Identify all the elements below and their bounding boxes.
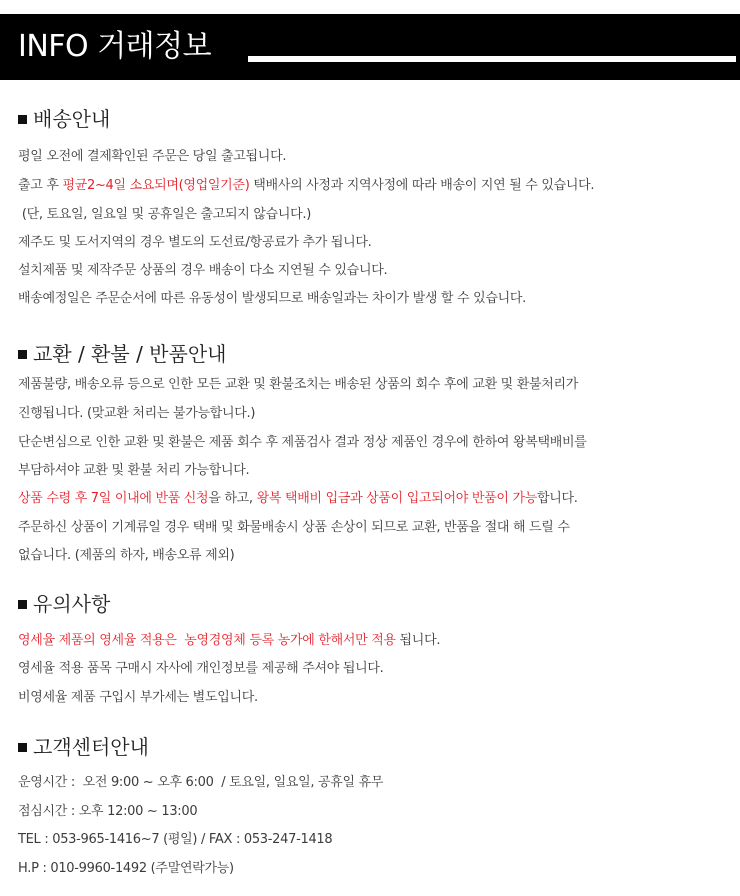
text-segment: 단순변심으로 인한 교환 및 환불은 제품 회수 후 제품검사 결과 정상 제품인 경우에 한하여 왕복택배비를 xyxy=(18,435,587,450)
text-segment: 제주도 및 도서지역의 경우 별도의 도선료/항공료가 추가 됩니다. xyxy=(18,235,372,250)
section-heading xyxy=(18,103,110,132)
text-segment: H.P : 010-9960-1492 (주말연락가능) xyxy=(18,861,234,876)
info-line xyxy=(18,828,332,847)
text-segment: 없습니다. (제품의 하자, 배송오류 제외) xyxy=(18,548,235,563)
highlight-text: 상품 수령 후 7일 이내에 반품 신청 xyxy=(18,491,209,506)
info-line xyxy=(18,487,578,506)
text-segment: 출고 후 xyxy=(18,178,63,193)
text-segment: 운영시간 : 오전 9:00 ~ 오후 6:00 / 토요일, 일요일, 공휴일 휴무 xyxy=(18,775,384,790)
info-line xyxy=(18,174,594,193)
highlight-text: 왕복 택배비 입금과 상품이 입고되어야 반품이 가능 xyxy=(256,491,538,506)
info-line xyxy=(18,686,258,705)
info-line xyxy=(18,203,311,222)
highlight-text: 영세율 제품의 영세율 적용은 농영경영체 등록 농가에 한해서만 적용 xyxy=(18,633,396,648)
header-rule xyxy=(248,56,736,62)
text-segment: 됩니다. xyxy=(395,633,441,648)
info-line xyxy=(18,544,234,563)
info-line xyxy=(18,771,383,790)
section-heading xyxy=(18,731,149,760)
square-bullet-icon xyxy=(18,115,27,124)
text-segment: 영세율 적용 품목 구매시 자사에 개인정보를 제공해 주셔야 됩니다. xyxy=(18,661,384,676)
info-line xyxy=(18,431,587,450)
info-line xyxy=(18,516,570,535)
text-segment: TEL : 053-965-1416~7 (평일) / FAX : 053-247-1418 xyxy=(18,832,333,847)
text-segment: 을 하고, xyxy=(208,491,257,506)
info-line xyxy=(18,373,578,392)
section-heading xyxy=(18,338,226,367)
page-title: INFO 거래정보 xyxy=(18,14,217,80)
square-bullet-icon xyxy=(18,600,27,609)
text-segment: 택배사의 사정과 지역사정에 따라 배송이 지연 될 수 있습니다. xyxy=(249,178,595,193)
text-segment: 비영세율 제품 구입시 부가세는 별도입니다. xyxy=(18,690,258,705)
text-segment: 합니다. xyxy=(537,491,578,506)
text-segment: (단, 토요일, 일요일 및 공휴일은 출고되지 않습니다.) xyxy=(18,207,312,222)
text-segment: 진행됩니다. (맞교환 처리는 불가능합니다.) xyxy=(18,406,256,421)
highlight-text: 평균2~4일 소요되며(영업일기준) xyxy=(62,178,250,193)
square-bullet-icon xyxy=(18,350,27,359)
text-segment: 배송예정일은 주문순서에 따른 유동성이 발생되므로 배송일과는 차이가 발생 할 수 있습니다. xyxy=(18,291,526,306)
info-line xyxy=(18,402,255,421)
info-line xyxy=(18,259,387,278)
section-heading-text: 배송안내 xyxy=(33,107,111,131)
text-segment: 부담하셔야 교환 및 환불 처리 가능합니다. xyxy=(18,463,250,478)
info-line xyxy=(18,459,249,478)
info-line xyxy=(18,657,383,676)
section-heading-text: 유의사항 xyxy=(33,592,111,616)
text-segment: 제품불량, 배송오류 등으로 인한 모든 교환 및 환불조치는 배송된 상품의 회수 후에 교환 및 환불처리가 xyxy=(18,377,579,392)
info-line xyxy=(18,231,371,250)
info-line xyxy=(18,629,440,648)
square-bullet-icon xyxy=(18,743,27,752)
info-line xyxy=(18,800,197,819)
text-segment: 점심시간 : 오후 12:00 ~ 13:00 xyxy=(18,804,198,819)
info-line xyxy=(18,857,234,876)
section-heading-text: 고객센터안내 xyxy=(33,735,149,759)
section-heading-text: 교환 / 환불 / 반품안내 xyxy=(33,342,227,366)
text-segment: 평일 오전에 결제확인된 주문은 당일 출고됩니다. xyxy=(18,149,287,164)
info-line xyxy=(18,287,526,306)
text-segment: 설치제품 및 제작주문 상품의 경우 배송이 다소 지연될 수 있습니다. xyxy=(18,263,388,278)
info-line xyxy=(18,145,286,164)
header-bar xyxy=(0,14,740,80)
text-segment: 주문하신 상품이 기계류일 경우 택배 및 화물배송시 상품 손상이 되므로 교환, 반품을 절대 해 드릴 수 xyxy=(18,520,570,535)
section-heading xyxy=(18,588,110,617)
